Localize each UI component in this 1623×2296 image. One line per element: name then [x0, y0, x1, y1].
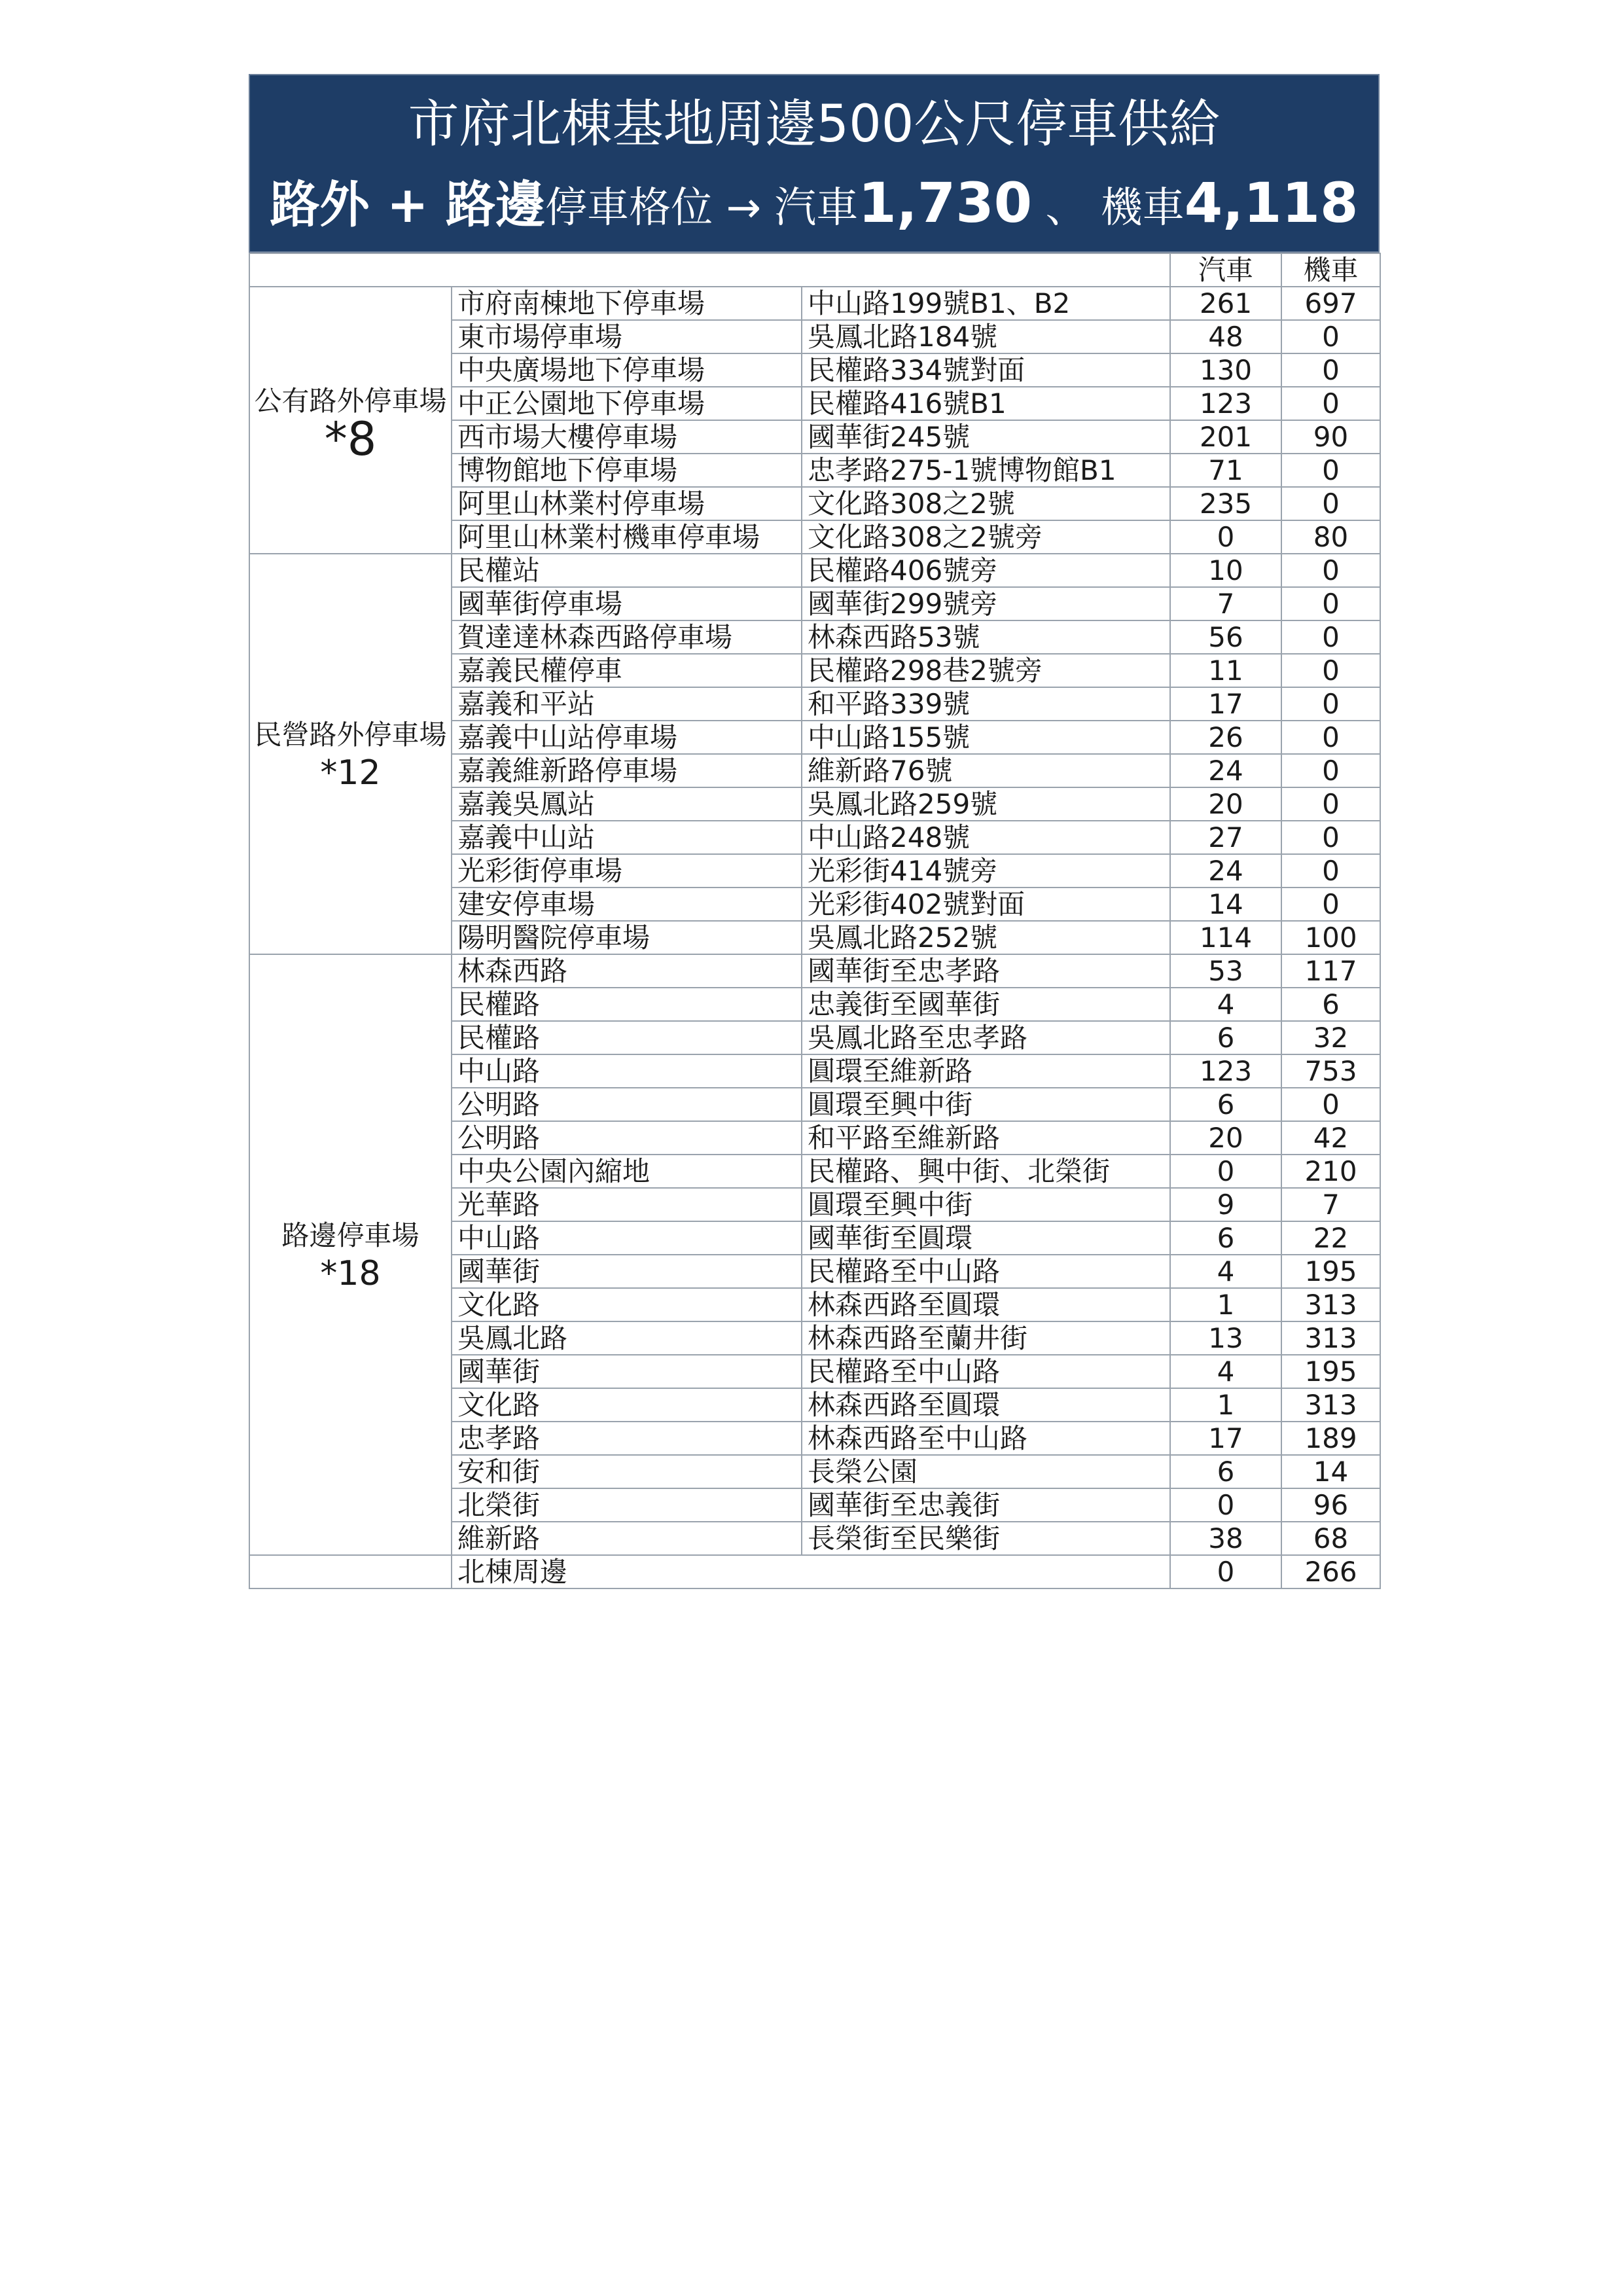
- lot-address: 光彩街414號旁: [802, 854, 1170, 888]
- car-count: 6: [1170, 1221, 1281, 1255]
- group-cell-public-offstreet: [249, 287, 452, 554]
- lot-address: 國華街至忠孝路: [802, 954, 1170, 988]
- car-count: 4: [1170, 1355, 1281, 1388]
- table-row: [249, 287, 1380, 320]
- car-count: 17: [1170, 687, 1281, 721]
- moto-count: 313: [1281, 1388, 1380, 1422]
- car-count: 53: [1170, 954, 1281, 988]
- moto-count: 32: [1281, 1021, 1380, 1054]
- car-count: 123: [1170, 1054, 1281, 1088]
- car-count: 56: [1170, 620, 1281, 654]
- car-count: 24: [1170, 854, 1281, 888]
- lot-address: 中山路199號B1、B2: [802, 287, 1170, 320]
- moto-count: 0: [1281, 320, 1380, 353]
- group-name: 公有路外停車場: [254, 385, 447, 417]
- parking-table-body: [249, 253, 1380, 1588]
- moto-count: 42: [1281, 1121, 1380, 1155]
- moto-count: 753: [1281, 1054, 1380, 1088]
- parking-supply-sheet: [249, 74, 1380, 1589]
- moto-count: 697: [1281, 287, 1380, 320]
- lot-address: 忠義街至國華街: [802, 988, 1170, 1021]
- car-count: 0: [1170, 1155, 1281, 1188]
- car-count: 261: [1170, 287, 1281, 320]
- lot-address: 民權路406號旁: [802, 554, 1170, 587]
- car-count: 4: [1170, 988, 1281, 1021]
- lot-address: 光彩街402號對面: [802, 888, 1170, 921]
- lot-name: 文化路: [452, 1288, 802, 1321]
- car-count: 0: [1170, 1555, 1281, 1588]
- lot-address: 吳鳳北路259號: [802, 787, 1170, 821]
- lot-name: 國華街停車場: [452, 587, 802, 620]
- lot-name: 安和街: [452, 1455, 802, 1488]
- title-banner: [249, 74, 1380, 253]
- lot-address: 長榮街至民樂街: [802, 1522, 1170, 1555]
- moto-count: 6: [1281, 988, 1380, 1021]
- car-count: 20: [1170, 787, 1281, 821]
- moto-count: 189: [1281, 1422, 1380, 1455]
- onstreet-label: 路邊: [446, 175, 546, 234]
- lot-name: 陽明醫院停車場: [452, 921, 802, 954]
- car-count: 1: [1170, 1288, 1281, 1321]
- lot-address: 和平路至維新路: [802, 1121, 1170, 1155]
- moto-count: 195: [1281, 1355, 1380, 1388]
- moto-count: 0: [1281, 854, 1380, 888]
- car-count: 20: [1170, 1121, 1281, 1155]
- car-count: 10: [1170, 554, 1281, 587]
- moto-count: 0: [1281, 721, 1380, 754]
- moto-count: 90: [1281, 420, 1380, 454]
- lot-name: 嘉義中山站停車場: [452, 721, 802, 754]
- lot-name: 文化路: [452, 1388, 802, 1422]
- moto-count: 22: [1281, 1221, 1380, 1255]
- lot-name: 阿里山林業村機車停車場: [452, 520, 802, 554]
- lot-address: 國華街245號: [802, 420, 1170, 454]
- car-count: 38: [1170, 1522, 1281, 1555]
- lot-address: 林森西路至圓環: [802, 1388, 1170, 1422]
- moto-count: 0: [1281, 787, 1380, 821]
- lot-name: 北榮街: [452, 1488, 802, 1522]
- separator: 、: [1032, 184, 1101, 232]
- lot-name: 中央公園內縮地: [452, 1155, 802, 1188]
- lot-name: 光華路: [452, 1188, 802, 1221]
- moto-count: 0: [1281, 654, 1380, 687]
- moto-count: 0: [1281, 687, 1380, 721]
- lot-name: 阿里山林業村停車場: [452, 487, 802, 520]
- lot-address: 維新路76號: [802, 754, 1170, 787]
- lot-name: 東市場停車場: [452, 320, 802, 353]
- car-count: 4: [1170, 1255, 1281, 1288]
- lot-name: 國華街: [452, 1355, 802, 1388]
- arrow-icon: →: [713, 184, 775, 232]
- lot-address: 圓環至維新路: [802, 1054, 1170, 1088]
- car-count: 17: [1170, 1422, 1281, 1455]
- lot-address: 民權路298巷2號旁: [802, 654, 1170, 687]
- car-count: 7: [1170, 587, 1281, 620]
- spaces-label: 停車格位: [545, 184, 713, 232]
- lot-name: 吳鳳北路: [452, 1321, 802, 1355]
- table-row: [249, 954, 1380, 988]
- lot-address: 國華街299號旁: [802, 587, 1170, 620]
- lot-name: 嘉義中山站: [452, 821, 802, 854]
- moto-count: 0: [1281, 554, 1380, 587]
- lot-address: 文化路308之2號旁: [802, 520, 1170, 554]
- lot-name: 中山路: [452, 1221, 802, 1255]
- lot-name: 維新路: [452, 1522, 802, 1555]
- car-count: 9: [1170, 1188, 1281, 1221]
- moto-total-value: 4,118: [1184, 171, 1359, 235]
- lot-name: 民權路: [452, 988, 802, 1021]
- lot-name: 博物館地下停車場: [452, 454, 802, 487]
- moto-count: 313: [1281, 1321, 1380, 1355]
- lot-name: 民權站: [452, 554, 802, 587]
- car-count: 6: [1170, 1021, 1281, 1054]
- lot-address: 民權路、興中街、北榮街: [802, 1155, 1170, 1188]
- lot-address: 圓環至興中街: [802, 1188, 1170, 1221]
- moto-count: 68: [1281, 1522, 1380, 1555]
- lot-name: 賀達達林森西路停車場: [452, 620, 802, 654]
- group-name: 路邊停車場: [281, 1219, 419, 1251]
- header-row: [249, 253, 1380, 287]
- lot-address: 文化路308之2號: [802, 487, 1170, 520]
- car-count: 201: [1170, 420, 1281, 454]
- lot-name: 北棟周邊: [452, 1555, 1170, 1588]
- car-count: 6: [1170, 1088, 1281, 1121]
- lot-name: 公明路: [452, 1121, 802, 1155]
- lot-address: 和平路339號: [802, 687, 1170, 721]
- car-count: 123: [1170, 387, 1281, 420]
- table-row-footer: [249, 1555, 1380, 1588]
- lot-name: 嘉義和平站: [452, 687, 802, 721]
- lot-address: 忠孝路275-1號博物館B1: [802, 454, 1170, 487]
- footer-blank-cell: [249, 1555, 452, 1588]
- car-count: 71: [1170, 454, 1281, 487]
- moto-total-label: 機車: [1100, 184, 1185, 232]
- lot-name: 嘉義維新路停車場: [452, 754, 802, 787]
- moto-count: 96: [1281, 1488, 1380, 1522]
- plus-sign: +: [369, 175, 446, 234]
- group-count: *8: [324, 412, 377, 466]
- lot-address: 林森西路至圓環: [802, 1288, 1170, 1321]
- moto-count: 117: [1281, 954, 1380, 988]
- car-count: 26: [1170, 721, 1281, 754]
- car-count: 6: [1170, 1455, 1281, 1488]
- lot-name: 中正公園地下停車場: [452, 387, 802, 420]
- lot-name: 林森西路: [452, 954, 802, 988]
- lot-name: 中央廣場地下停車場: [452, 353, 802, 387]
- lot-address: 中山路248號: [802, 821, 1170, 854]
- lot-address: 長榮公園: [802, 1455, 1170, 1488]
- parking-table: [249, 253, 1381, 1589]
- lot-name: 忠孝路: [452, 1422, 802, 1455]
- car-count: 24: [1170, 754, 1281, 787]
- group-cell-private-offstreet: [249, 554, 452, 954]
- lot-address: 中山路155號: [802, 721, 1170, 754]
- car-count: 14: [1170, 888, 1281, 921]
- lot-name: 嘉義民權停車: [452, 654, 802, 687]
- car-count: 0: [1170, 520, 1281, 554]
- table-row: [249, 554, 1380, 587]
- lot-address: 國華街至圓環: [802, 1221, 1170, 1255]
- group-count: *18: [320, 1254, 381, 1293]
- moto-count: 313: [1281, 1288, 1380, 1321]
- lot-address: 民權路416號B1: [802, 387, 1170, 420]
- car-count: 13: [1170, 1321, 1281, 1355]
- car-total-value: 1,730: [858, 171, 1033, 235]
- header-blank-cell: [249, 253, 1170, 287]
- lot-address: 國華街至忠義街: [802, 1488, 1170, 1522]
- car-count: 114: [1170, 921, 1281, 954]
- moto-count: 210: [1281, 1155, 1380, 1188]
- summary-line: [250, 170, 1378, 249]
- moto-count: 7: [1281, 1188, 1380, 1221]
- moto-count: 14: [1281, 1455, 1380, 1488]
- lot-address: 吳鳳北路184號: [802, 320, 1170, 353]
- page-title: 市府北棟基地周邊500公尺停車供給: [408, 95, 1221, 154]
- header-car: 汽車: [1170, 253, 1281, 287]
- lot-address: 民權路至中山路: [802, 1355, 1170, 1388]
- moto-count: 0: [1281, 1088, 1380, 1121]
- car-count: 235: [1170, 487, 1281, 520]
- lot-name: 嘉義吳鳳站: [452, 787, 802, 821]
- moto-count: 0: [1281, 620, 1380, 654]
- moto-count: 0: [1281, 587, 1380, 620]
- group-count: *12: [320, 753, 381, 793]
- lot-address: 圓環至興中街: [802, 1088, 1170, 1121]
- moto-count: 0: [1281, 888, 1380, 921]
- moto-count: 266: [1281, 1555, 1380, 1588]
- moto-count: 0: [1281, 821, 1380, 854]
- car-count: 130: [1170, 353, 1281, 387]
- car-count: 1: [1170, 1388, 1281, 1422]
- header-moto: 機車: [1281, 253, 1380, 287]
- car-count: 0: [1170, 1488, 1281, 1522]
- lot-address: 吳鳳北路至忠孝路: [802, 1021, 1170, 1054]
- moto-count: 100: [1281, 921, 1380, 954]
- group-name: 民營路外停車場: [254, 719, 447, 751]
- car-total-label: 汽車: [774, 184, 859, 232]
- moto-count: 0: [1281, 454, 1380, 487]
- lot-address: 林森西路至蘭井街: [802, 1321, 1170, 1355]
- lot-address: 民權路334號對面: [802, 353, 1170, 387]
- car-count: 11: [1170, 654, 1281, 687]
- moto-count: 0: [1281, 754, 1380, 787]
- car-count: 27: [1170, 821, 1281, 854]
- car-count: 48: [1170, 320, 1281, 353]
- lot-name: 民權路: [452, 1021, 802, 1054]
- offstreet-label: 路外: [270, 175, 370, 234]
- moto-count: 0: [1281, 353, 1380, 387]
- lot-name: 西市場大樓停車場: [452, 420, 802, 454]
- lot-name: 公明路: [452, 1088, 802, 1121]
- lot-name: 市府南棟地下停車場: [452, 287, 802, 320]
- moto-count: 195: [1281, 1255, 1380, 1288]
- lot-name: 建安停車場: [452, 888, 802, 921]
- lot-name: 國華街: [452, 1255, 802, 1288]
- lot-address: 吳鳳北路252號: [802, 921, 1170, 954]
- moto-count: 0: [1281, 487, 1380, 520]
- lot-address: 林森西路53號: [802, 620, 1170, 654]
- group-cell-onstreet: [249, 954, 452, 1555]
- lot-address: 民權路至中山路: [802, 1255, 1170, 1288]
- moto-count: 80: [1281, 520, 1380, 554]
- moto-count: 0: [1281, 387, 1380, 420]
- lot-address: 林森西路至中山路: [802, 1422, 1170, 1455]
- lot-name: 光彩街停車場: [452, 854, 802, 888]
- lot-name: 中山路: [452, 1054, 802, 1088]
